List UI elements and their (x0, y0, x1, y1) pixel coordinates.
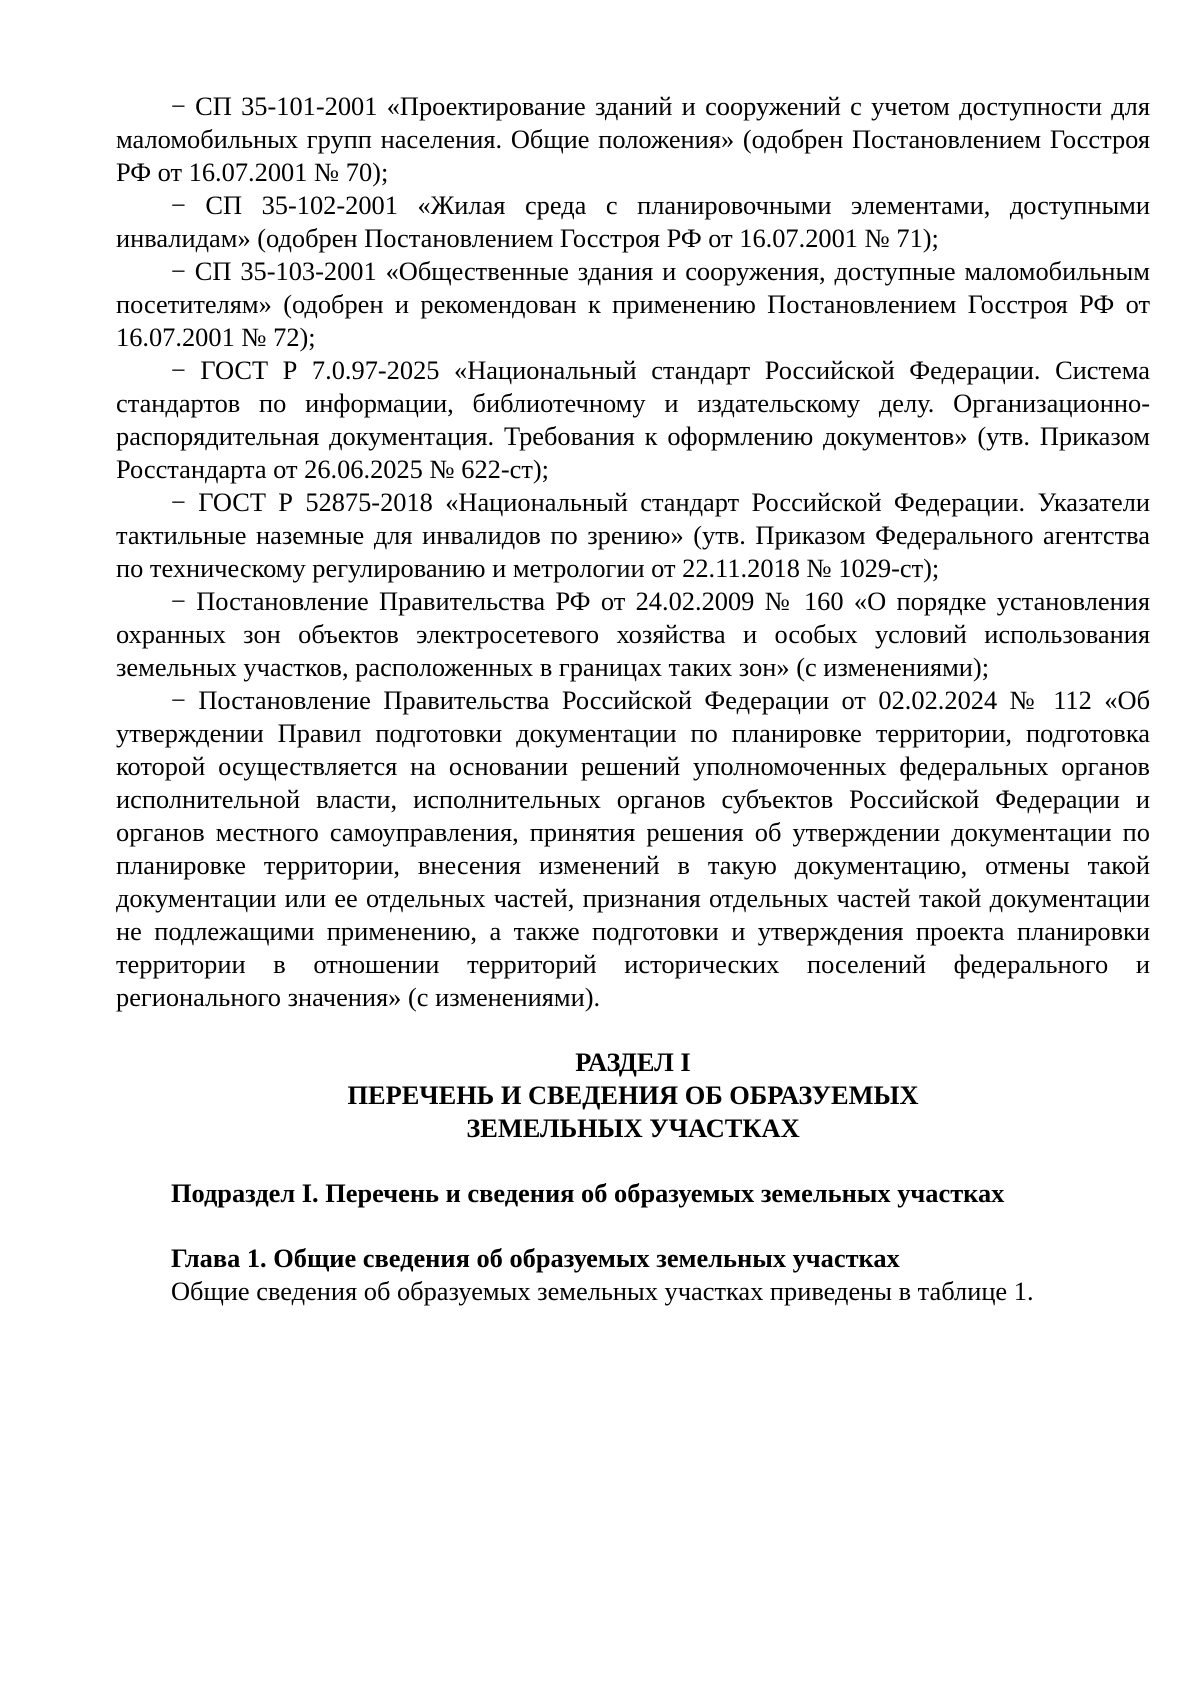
section-title-line1: ПЕРЕЧЕНЬ И СВЕДЕНИЯ ОБ ОБРАЗУЕМЫХ (347, 1080, 919, 1110)
list-item: − СП 35-103-2001 «Общественные здания и сооружения, доступные маломобильным посетителям» (одобрен и рекомендован к применению Постановлением Госстроя РФ от 16.07.2001 № 72); (116, 256, 1150, 352)
list-item: − ГОСТ Р 7.0.97-2025 «Национальный стандарт Российской Федерации. Система стандартов по информации, библиотечному и издательскому делу. Организационно-распорядительная документация. Требования к оформлению документов» (утв. Приказом Росстандарта от 26.06.2025 № 622-ст); (116, 355, 1150, 484)
subsection-title: Подраздел I. Перечень и сведения об образуемых земельных участках (171, 1178, 1005, 1208)
list-item: − Постановление Правительства Российской Федерации от 02.02.2024 № 112 «Об утверждении Правил подготовки документации по планировке территории, подготовка которой осуществляется на основании решений уполномоченных федеральных органов исполнительной власти, исполнительных органов субъектов Российской Федерации и органов местного самоуправления, принятия решения об утверждении документации по планировке территории, внесения изменений в такую документацию, отмены такой документации или ее отдельных частей, признания отдельных частей такой документации не подлежащими применению, а также подготовки и утверждения проекта планировки территории в отношении территорий исторических поселений федерального и регионального значения» (с изменениями). (116, 685, 1150, 1012)
list-item: − Постановление Правительства РФ от 24.02.2009 № 160 «О порядке установления охранных зон объектов электросетевого хозяйства и особых условий использования земельных участков, расположенных в границах таких зон» (с изменениями); (116, 586, 1150, 682)
section-title-line2: ЗЕМЕЛЬНЫХ УЧАСТКАХ (466, 1113, 800, 1143)
list-item: − СП 35-101-2001 «Проектирование зданий и сооружений с учетом доступности для маломобильных групп населения. Общие положения» (одобрен Постановлением Госстроя РФ от 16.07.2001 № 70); (116, 91, 1150, 187)
list-item: − ГОСТ Р 52875-2018 «Национальный стандарт Российской Федерации. Указатели тактильные наземные для инвалидов по зрению» (утв. Приказом Федерального агентства по техническому регулированию и метрологии от 22.11.2018 № 1029-ст); (116, 487, 1150, 583)
section-heading (116, 1046, 1150, 1145)
section-number: РАЗДЕЛ I (575, 1047, 691, 1077)
regulation-list (116, 90, 1150, 1014)
list-item: − СП 35-102-2001 «Жилая среда с планировочными элементами, доступными инвалидам» (одобрен Постановлением Госстроя РФ от 16.07.2001 № 71); (116, 190, 1150, 253)
chapter-title: Глава 1. Общие сведения об образуемых земельных участках (171, 1243, 900, 1273)
document-page (116, 90, 1150, 1308)
chapter-text: Общие сведения об образуемых земельных участках приведены в таблице 1. (171, 1276, 1034, 1306)
